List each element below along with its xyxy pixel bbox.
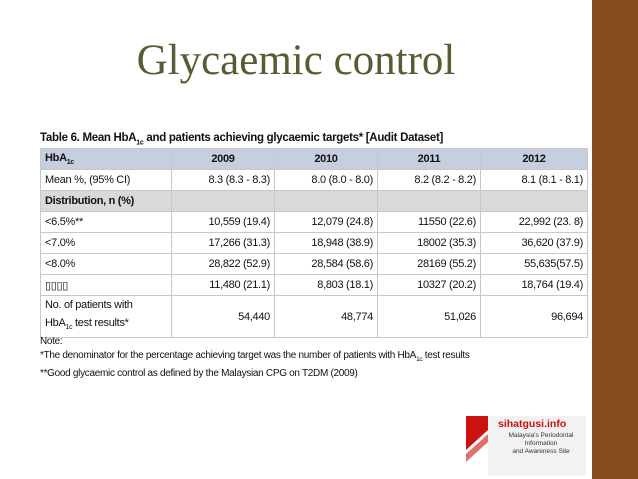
table-row (41, 212, 588, 233)
table-cell (274, 191, 377, 212)
header-year: 2011 (377, 149, 480, 170)
notes-heading: Note: (40, 336, 63, 347)
row-label: No. of patients with HbA$_{1c}$ test results* (41, 296, 172, 338)
table-cell: 54,440 (172, 296, 275, 338)
header-year: 2009 (172, 149, 275, 170)
row-label: Distribution, n (%) (41, 191, 172, 212)
table-row (41, 233, 588, 254)
table-cell: 36,620 (37.9) (480, 233, 587, 254)
table-cell: 22,992 (23. 8) (480, 212, 587, 233)
table-notes (40, 335, 588, 381)
logo-mark-icon (466, 416, 488, 476)
table-cell (377, 191, 480, 212)
header-hba1c: HbA$_{1c}$ (41, 149, 172, 170)
table-cell: 28,822 (52.9) (172, 254, 275, 275)
table-cell: 48,774 (274, 296, 377, 338)
table-row-patients (41, 296, 588, 338)
sidebar-accent (592, 0, 638, 479)
row-label: <7.0% (41, 233, 172, 254)
table-cell (172, 191, 275, 212)
table-cell: 51,026 (377, 296, 480, 338)
note-denominator: *The denominator for the percentage achieving target was the number of patients with HbA$_{1c}$ test results (40, 350, 470, 363)
table-cell: 12,079 (24.8) (274, 212, 377, 233)
table-cell: 28,584 (58.6) (274, 254, 377, 275)
table-cell: 8.3 (8.3 - 8.3) (172, 170, 275, 191)
sihatgusi-logo (466, 416, 586, 476)
table-row-mean (41, 170, 588, 191)
row-label: <6.5%** (41, 212, 172, 233)
table-cell: 18,764 (19.4) (480, 275, 587, 296)
table-cell: 18,948 (38.9) (274, 233, 377, 254)
hba1c-table (40, 148, 588, 338)
header-year: 2012 (480, 149, 587, 170)
table-cell: 17,266 (31.3) (172, 233, 275, 254)
table-row (41, 254, 588, 275)
table-cell: 8.0 (8.0 - 8.0) (274, 170, 377, 191)
table-cell: 10,559 (19.4) (172, 212, 275, 233)
table-cell: 28169 (55.2) (377, 254, 480, 275)
header-year: 2010 (274, 149, 377, 170)
table-cell: 11,480 (21.1) (172, 275, 275, 296)
slide-title: Glycaemic control (136, 37, 456, 84)
logo-site-name: sihatgusi.info (498, 418, 567, 430)
row-label: ▯▯▯▯ (41, 275, 172, 296)
table-cell: 11550 (22.6) (377, 212, 480, 233)
table-header-row (41, 149, 588, 170)
row-label: Mean %, (95% CI) (41, 170, 172, 191)
row-label: <8.0% (41, 254, 172, 275)
table-caption: Table 6. Mean HbA$_{1c}$ and patients achieving glycaemic targets* [Audit Dataset] (40, 132, 444, 147)
table-cell (480, 191, 587, 212)
table-cell: 10327 (20.2) (377, 275, 480, 296)
table-cell: 8.1 (8.1 - 8.1) (480, 170, 587, 191)
table-row (41, 275, 588, 296)
logo-tagline: Malaysia's Periodontal Information and Awareness Site (508, 432, 574, 455)
table-cell: 18002 (35.3) (377, 233, 480, 254)
table-cell: 55,635(57.5) (480, 254, 587, 275)
table-row-distribution (41, 191, 588, 212)
table-cell: 8.2 (8.2 - 8.2) (377, 170, 480, 191)
note-glycaemic-control: **Good glycaemic control as defined by the Malaysian CPG on T2DM (2009) (40, 368, 358, 379)
table-cell: 96,694 (480, 296, 587, 338)
table-cell: 8,803 (18.1) (274, 275, 377, 296)
